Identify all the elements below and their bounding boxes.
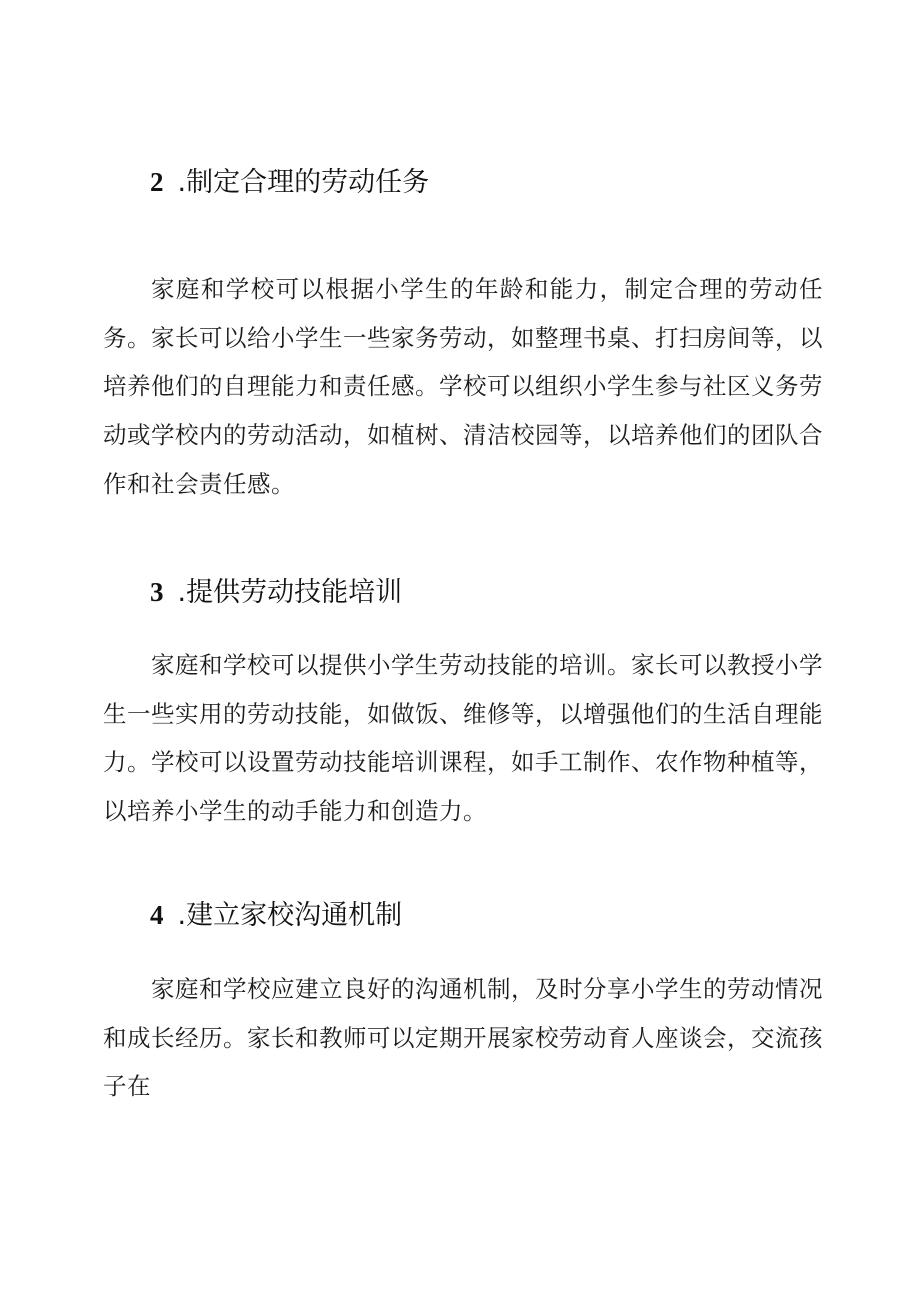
section-paragraph-4: 家庭和学校应建立良好的沟通机制，及时分享小学生的劳动情况和成长经历。家长和教师可以定期开展家校劳动育人座谈会，交流孩子在 [103, 975, 823, 1101]
section-heading-3 [150, 574, 402, 611]
section-title: .提供劳动技能培训 [177, 577, 403, 608]
section-heading-4 [150, 897, 402, 934]
section-paragraph-3: 家庭和学校可以提供小学生劳动技能的培训。家长可以教授小学生一些实用的劳动技能，如做饭、维修等，以增强他们的生活自理能力。学校可以设置劳动技能培训课程，如手工制作、农作物种植等，以培养小学生的动手能力和创造力。 [103, 651, 823, 826]
section-number: 4 [150, 900, 164, 930]
section-title: .制定合理的劳动任务 [177, 167, 430, 198]
section-number: 2 [150, 167, 164, 197]
section-heading-2 [150, 164, 429, 201]
section-paragraph-2: 家庭和学校可以根据小学生的年龄和能力，制定合理的劳动任务。家长可以给小学生一些家务劳动，如整理书桌、打扫房间等，以培养他们的自理能力和责任感。学校可以组织小学生参与社区义务劳动或学校内的劳动活动，如植树、清洁校园等，以培养他们的团队合作和社会责任感。 [103, 275, 823, 498]
section-number: 3 [150, 577, 164, 607]
section-title: .建立家校沟通机制 [177, 900, 403, 931]
